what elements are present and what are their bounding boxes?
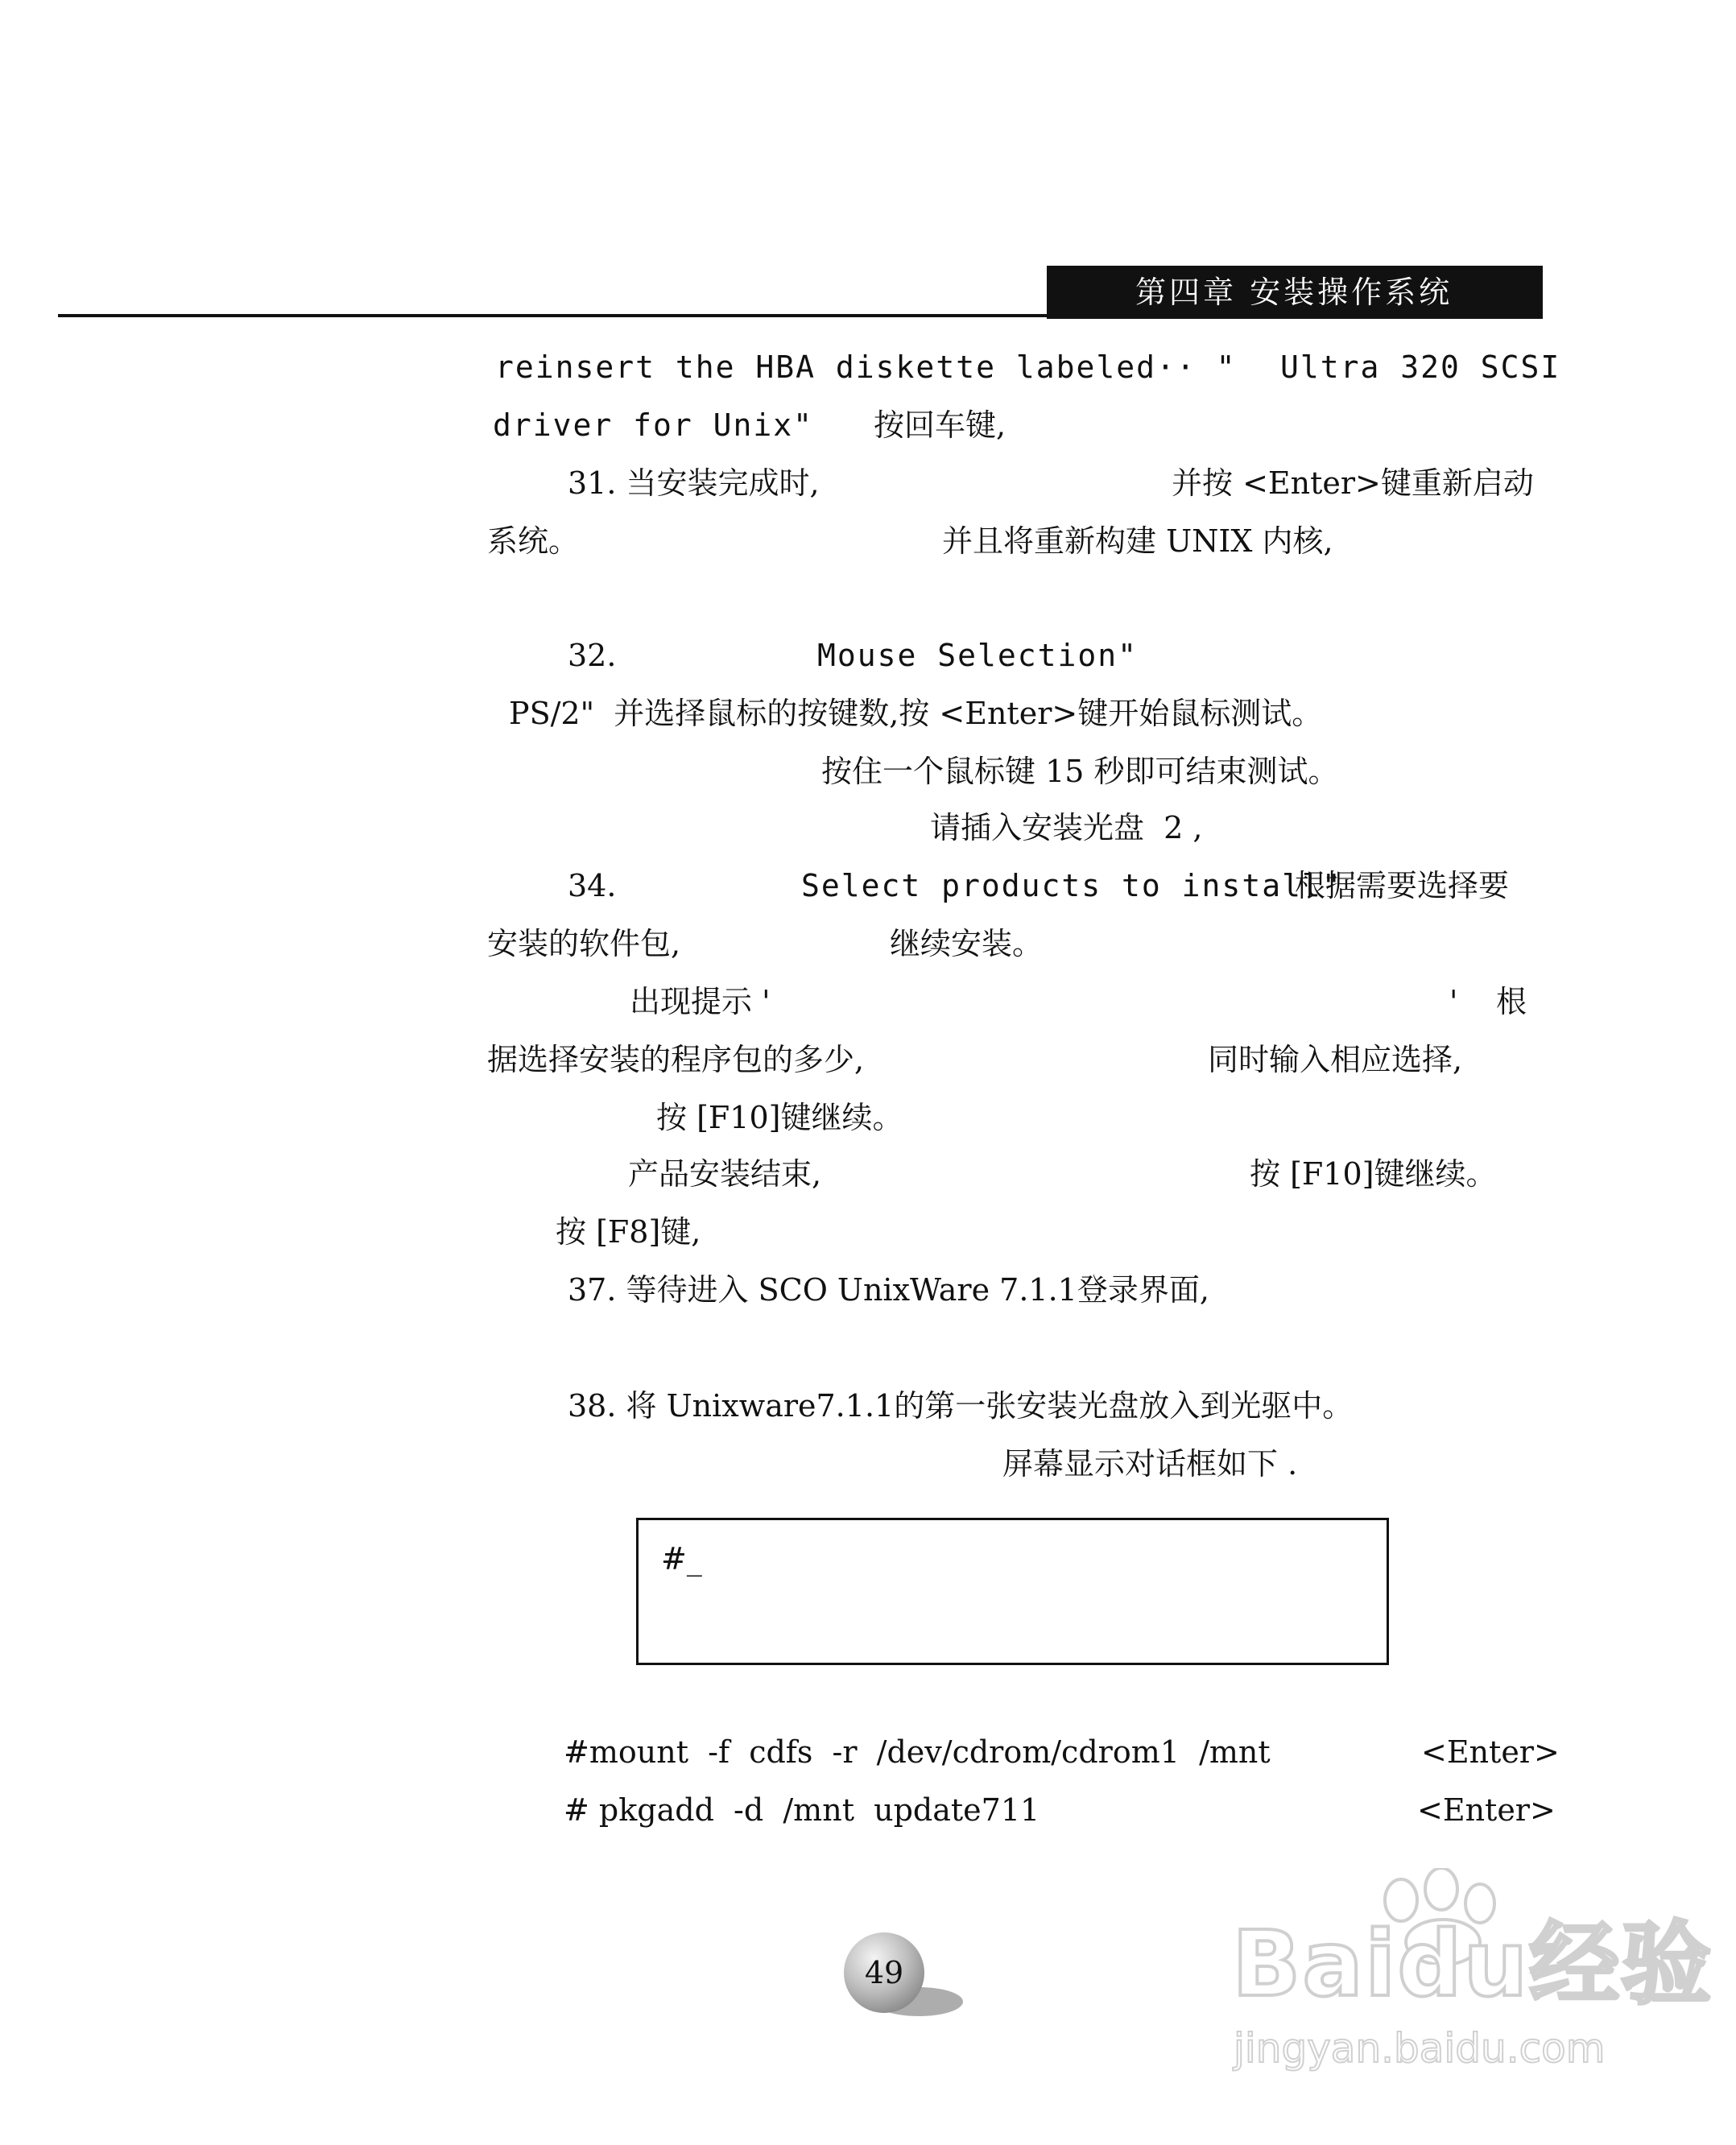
command-line: #mount -f cdfs -r /dev/cdrom/cdrom1 /mnt (564, 1734, 1271, 1770)
page-number-badge (844, 1932, 924, 2013)
text-line: 出现提示 ' (630, 984, 771, 1019)
text-line: driver for Unix" (493, 407, 814, 443)
text-line: Mouse Selection" (817, 638, 1139, 673)
chapter-title: 第四章 安装操作系统 (1047, 266, 1543, 319)
text-line: 并按 <Enter>键重新启动 (1172, 465, 1534, 501)
text-line: 37. 等待进入 SCO UnixWare 7.1.1登录界面, (568, 1272, 1209, 1308)
terminal-box (636, 1518, 1389, 1665)
watermark-url: jingyan.baidu.com (1234, 2025, 1606, 2072)
text-line: 安装的软件包, (487, 926, 681, 961)
text-line: reinsert the HBA diskette labeled·· " (495, 349, 1237, 385)
text-line: 根据需要选择要 (1295, 868, 1510, 903)
header-rule (58, 314, 1048, 317)
text-line: Ultra 320 SCSI (1280, 349, 1561, 385)
text-line: 按 [F8]键, (556, 1214, 701, 1250)
page-number: 49 (864, 1955, 904, 1990)
text-line: 据选择安装的程序包的多少, (487, 1042, 865, 1077)
text-line: ' (1449, 984, 1458, 1019)
terminal-prompt: #_ (661, 1541, 702, 1577)
text-line: 请插入安装光盘 2 , (930, 810, 1203, 845)
text-line: 屏幕显示对话框如下 . (1002, 1446, 1298, 1482)
text-line: PS/2" 并选择鼠标的按键数,按 <Enter>键开始鼠标测试。 (509, 696, 1323, 731)
text-line: 产品安装结束, (628, 1156, 822, 1192)
command-key: <Enter> (1421, 1734, 1560, 1770)
text-line: 按回车键, (874, 407, 1006, 443)
text-line: 31. 当安装完成时, (568, 465, 820, 501)
text-line: 根 (1496, 984, 1527, 1019)
text-line: 32. (568, 638, 617, 673)
text-line: Select products to install" (801, 868, 1342, 903)
baidu-watermark (1232, 1876, 1715, 2085)
text-line: 按 [F10]键继续。 (1250, 1156, 1497, 1192)
command-key: <Enter> (1417, 1792, 1556, 1828)
text-line: 并且将重新构建 UNIX 内核, (942, 523, 1333, 559)
text-line: 系统。 (487, 523, 580, 559)
command-line: # pkgadd -d /mnt update711 (564, 1792, 1040, 1828)
text-line: 继续安装。 (890, 926, 1044, 961)
text-line: 按 [F10]键继续。 (656, 1100, 903, 1135)
text-line: 按住一个鼠标键 15 秒即可结束测试。 (821, 754, 1339, 789)
text-line: 34. (568, 868, 617, 903)
text-line: 38. 将 Unixware7.1.1的第一张安装光盘放入到光驱中。 (568, 1388, 1354, 1424)
text-line: 同时输入相应选择, (1208, 1042, 1463, 1077)
watermark-logo: Baidu经验 (1232, 1912, 1713, 2017)
